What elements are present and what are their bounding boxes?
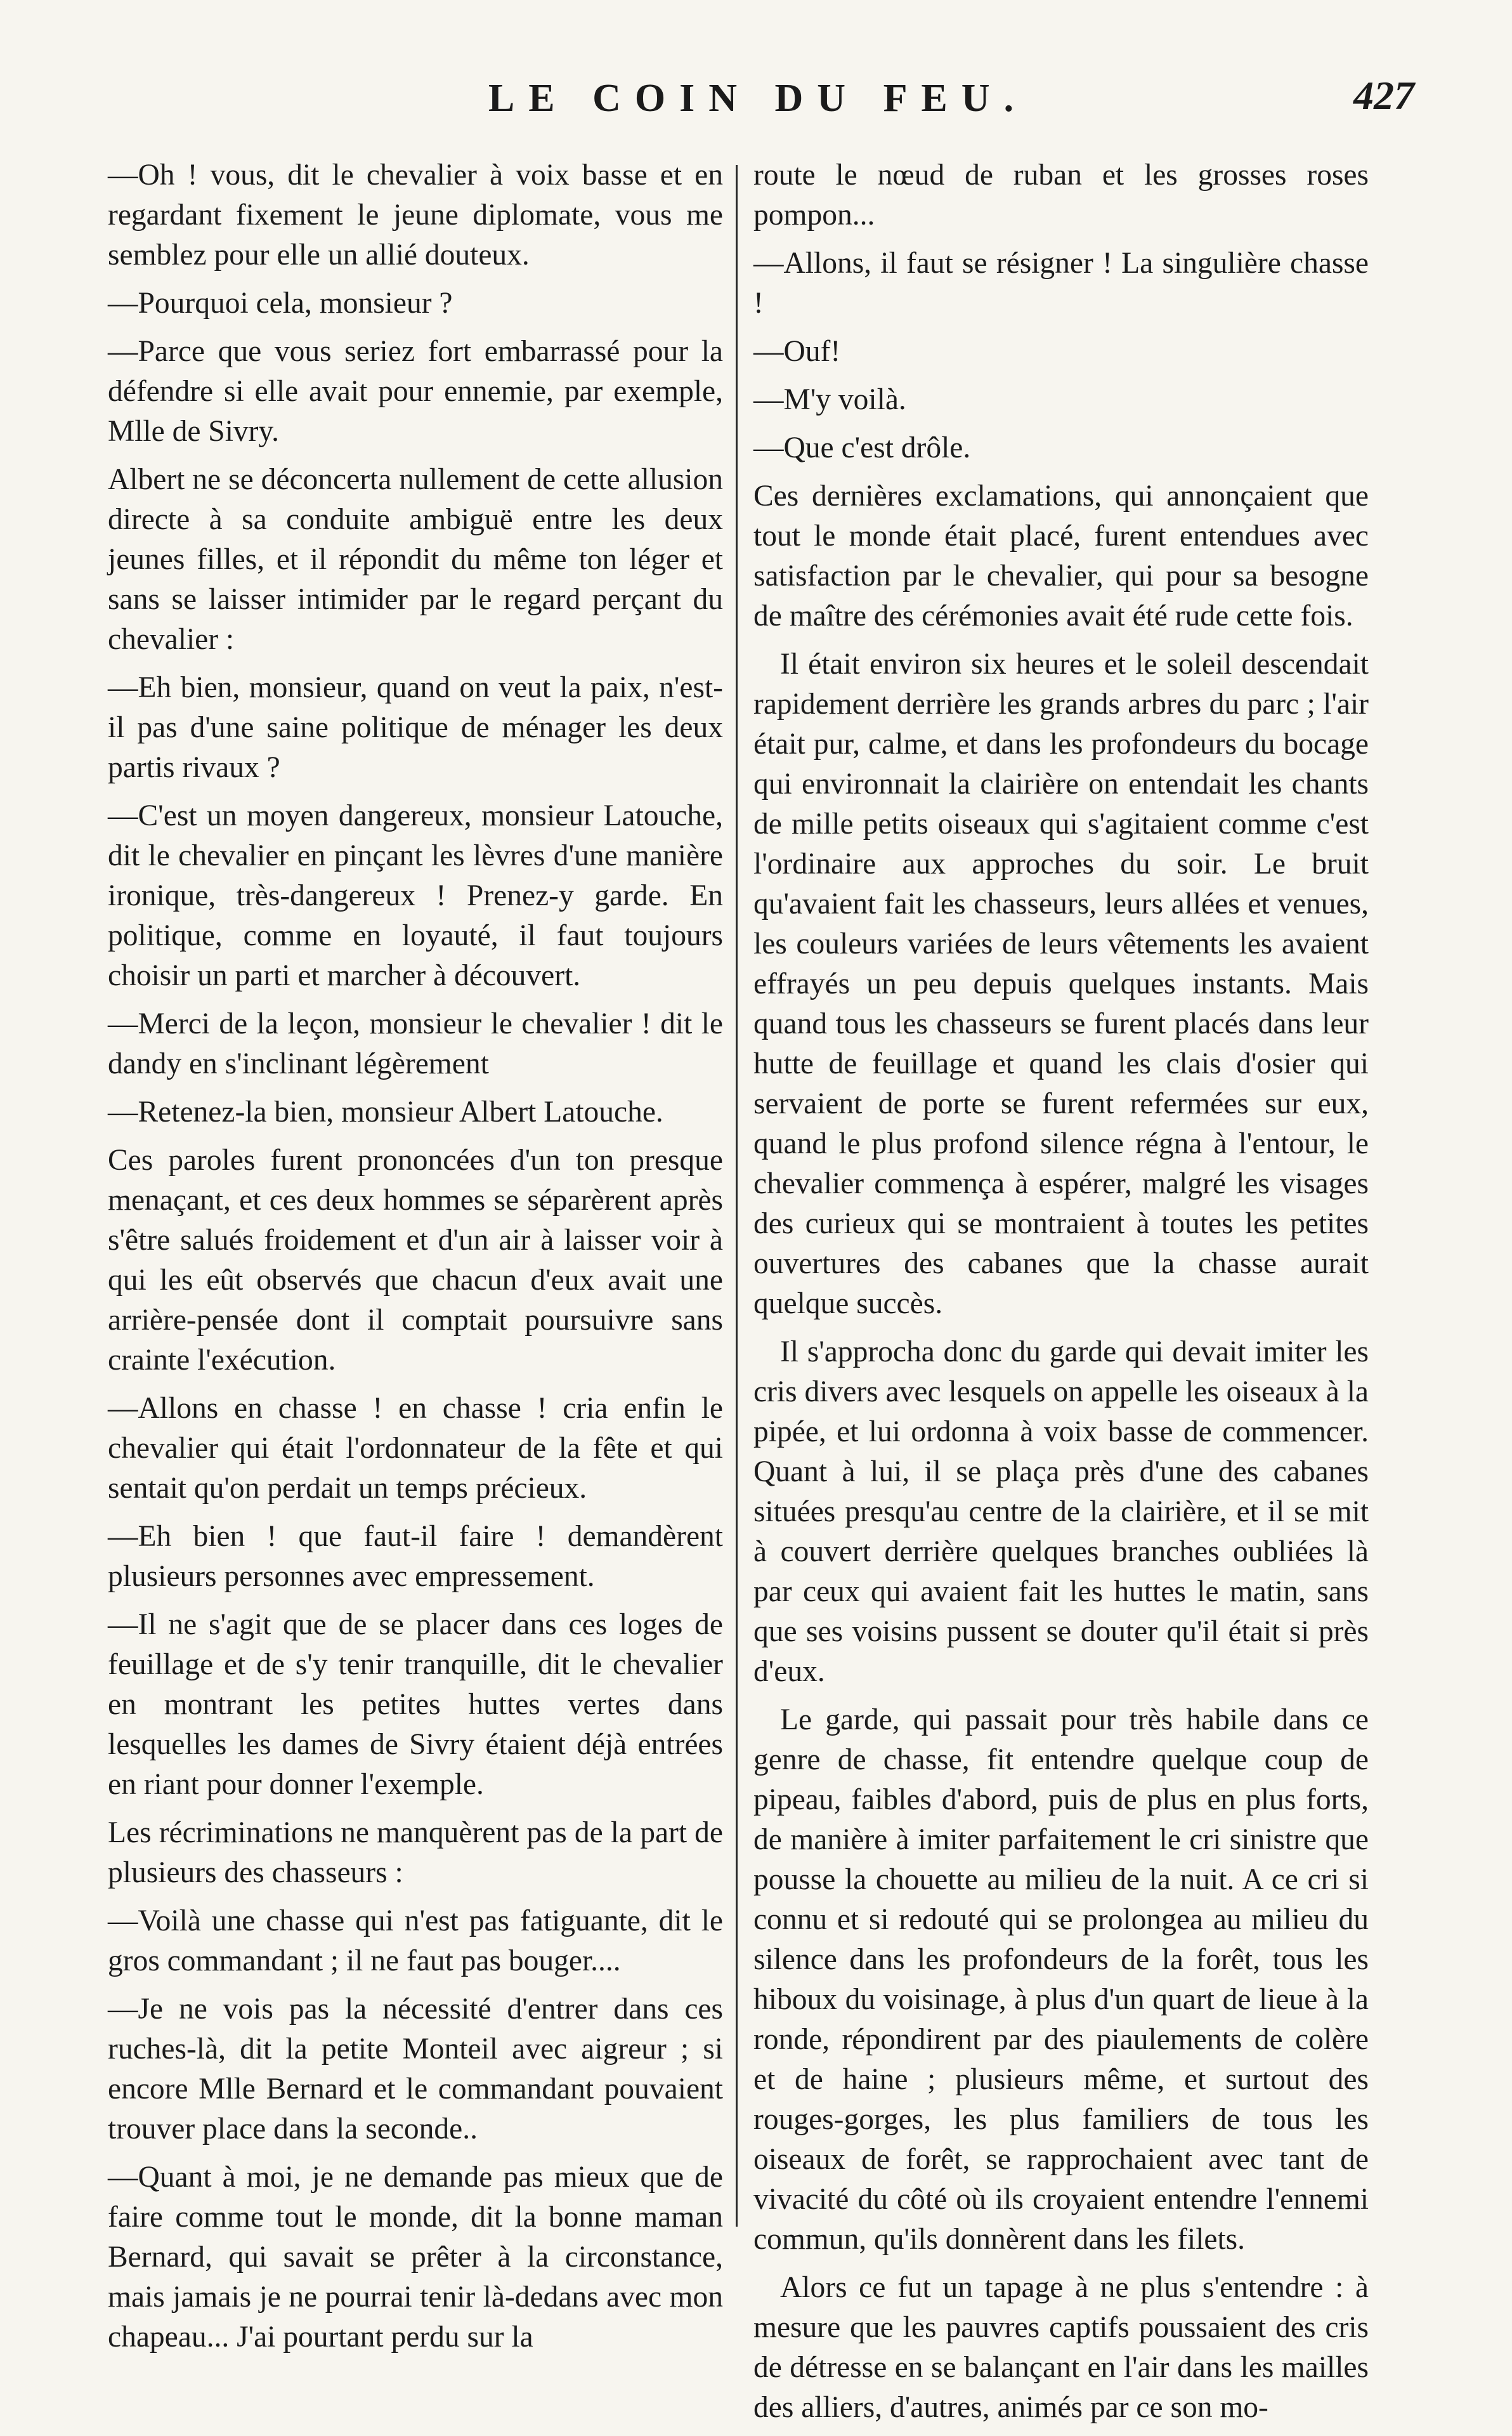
paragraph: —C'est un moyen dangereux, monsieur Latouche, dit le chevalier en pinçant les lèvres d'une manière ironique, très-dangereux ! Prenez-y garde. En politique, comme en loyauté, il faut toujours choisir un parti et marcher à découvert.: [108, 799, 723, 992]
paragraph: Il s'approcha donc du garde qui devait imiter les cris divers avec lesquels on appelle les oiseaux à la pipée, et lui ordonna à voix basse de commencer. Quant à lui, il se plaça près d'une des cabanes situées presqu'au centre de la clairière, et il se mit à couvert derrière quelques branches oubliées là par ceux qui avaient fait les huttes le matin, sans que ses voisins pussent se douter qu'il était si près d'eux.: [753, 1335, 1369, 1688]
paragraph: —Retenez-la bien, monsieur Albert Latouche.: [108, 1096, 663, 1129]
paragraph: Ces dernières exclamations, qui annonçaient que tout le monde était placé, furent entendues avec satisfaction par le chevalier, qui pour sa besogne de maître des cérémonies avait été rude cette fois.: [753, 480, 1369, 632]
paragraph: route le nœud de ruban et les grosses roses pompon...: [753, 159, 1369, 232]
paragraph: —Eh bien, monsieur, quand on veut la paix, n'est-il pas d'une saine politique de ménager les deux partis rivaux ?: [108, 671, 723, 784]
paragraph: —Eh bien ! que faut-il faire ! demandèrent plusieurs personnes avec empressement.: [108, 1520, 723, 1593]
paragraph: —Je ne vois pas la nécessité d'entrer dans ces ruches-là, dit la petite Monteil avec aigreur ; si encore Mlle Bernard et le commandant pouvaient trouver place dans la seconde..: [108, 1993, 723, 2145]
paragraph: Albert ne se déconcerta nullement de cette allusion directe à sa conduite ambiguë entre les deux jeunes filles, et il répondit du même ton léger et sans se laisser intimider par le regard perçant du chevalier :: [108, 463, 723, 656]
left-column: [108, 155, 723, 2366]
paragraph: —Allons en chasse ! en chasse ! cria enfin le chevalier qui était l'ordonnateur de la fête et qui sentait qu'on perdait un temps précieux.: [108, 1392, 723, 1505]
paragraph: Le garde, qui passait pour très habile dans ce genre de chasse, fit entendre quelque coup de pipeau, faibles d'abord, puis de plus en plus forts, de manière à imiter parfaitement le cri sinistre que pousse la chouette au milieu de la nuit. A ce cri si connu et si redouté qui se prolongea au milieu du silence dans les profondeurs de la forêt, tous les hiboux du voisinage, à plus d'un quart de lieue à la ronde, répondirent par des piaulements de colère et de haine ; plusieurs même, et surtout des rouges-gorges, les plus familiers de tous les oiseaux de forêt, se rapprochaient avec tant de vivacité du côté où ils croyaient entendre l'ennemi commun, qu'ils donnèrent dans les filets.: [753, 1703, 1369, 2256]
paragraph: —M'y voilà.: [753, 383, 906, 416]
paragraph: —Parce que vous seriez fort embarrassé pour la défendre si elle avait pour ennemie, par exemple, Mlle de Sivry.: [108, 335, 723, 448]
column-divider: [736, 165, 738, 2227]
right-column: [753, 155, 1369, 2436]
paragraph: —Allons, il faut se résigner ! La singulière chasse !: [753, 247, 1369, 320]
paragraph: —Que c'est drôle.: [753, 431, 971, 464]
paragraph: Les récriminations ne manquèrent pas de la part de plusieurs des chasseurs :: [108, 1816, 723, 1889]
paragraph: —Quant à moi, je ne demande pas mieux que de faire comme tout le monde, dit la bonne maman Bernard, qui savait se prêter à la circonstance, mais jamais je ne pourrai tenir là-dedans avec mon chapeau... J'ai pourtant perdu sur la: [108, 2161, 723, 2354]
paragraph: —Oh ! vous, dit le chevalier à voix basse et en regardant fixement le jeune diplomate, vous me semblez pour elle un allié douteux.: [108, 159, 723, 272]
page-number: 427: [1353, 73, 1414, 118]
paragraph: —Il ne s'agit que de se placer dans ces loges de feuillage et de s'y tenir tranquille, dit le chevalier en montrant les petites huttes vertes dans lesquelles les dames de Sivry étaient déjà entrées en riant pour donner l'exemple.: [108, 1608, 723, 1801]
paragraph: —Pourquoi cela, monsieur ?: [108, 287, 453, 320]
paragraph: Ces paroles furent prononcées d'un ton presque menaçant, et ces deux hommes se séparèrent après s'être salués froidement et d'un air à laisser voir à qui les eût observés que chacun d'eux avait une arrière-pensée dont il comptait poursuivre sans crainte l'exécution.: [108, 1144, 723, 1377]
paragraph: Il était environ six heures et le soleil descendait rapidement derrière les grands arbres du parc ; l'air était pur, calme, et dans les profondeurs du bocage qui environnait la clairière on entendait les chants de mille petits oiseaux qui s'agitaient comme c'est l'ordinaire aux approches du soir. Le bruit qu'avaient fait les chasseurs, leurs allées et venues, les couleurs variées de leurs vêtements les avaient effrayés un peu depuis quelques instants. Mais quand tous les chasseurs se furent placés dans leur hutte de feuillage et quand les clais d'osier qui servaient de porte se furent refermées sur eux, quand le plus profond silence régna à l'entour, le chevalier commença à espérer, malgré les visages des curieux qui se montraient à toutes les petites ouvertures des cabanes que la chasse aurait quelque succès.: [753, 648, 1369, 1320]
paragraph: —Merci de la leçon, monsieur le chevalier ! dit le dandy en s'inclinant légèrement: [108, 1007, 723, 1080]
page-header: [95, 73, 1421, 133]
running-title: LE COIN DU FEU.: [488, 77, 1028, 120]
paragraph: —Voilà une chasse qui n'est pas fatiguante, dit le gros commandant ; il ne faut pas bouger....: [108, 1904, 723, 1977]
paragraph: —Ouf!: [753, 335, 841, 368]
paragraph: Alors ce fut un tapage à ne plus s'entendre : à mesure que les pauvres captifs poussaient des cris de détresse en se balançant en l'air dans les mailles des alliers, d'autres, animés par ce son mo-: [753, 2271, 1369, 2424]
